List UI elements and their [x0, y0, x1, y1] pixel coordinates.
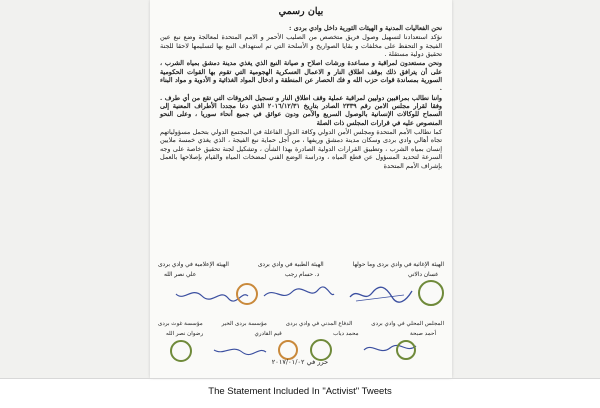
- signatory-org: الهيئة الإغاثية في وادي بردى وما حولها: [352, 262, 444, 268]
- signature-graphic: [260, 284, 338, 304]
- signatory-names-row-1: [158, 272, 444, 278]
- signatory-org: المجلس المحلي في وادي بردى: [371, 321, 444, 327]
- signatory-org: الدفاع المدني في وادي بردى: [285, 321, 353, 327]
- stamp-seal: [278, 340, 298, 360]
- signatory-orgs-row-1: [158, 262, 444, 268]
- signatory-org: مؤسسة بردى الخير: [221, 321, 267, 327]
- document-body: [160, 24, 442, 171]
- signatory-orgs-row-2: [158, 321, 444, 327]
- signatory-org: مؤسسة غوث بردى: [158, 321, 203, 327]
- signature-graphic: [210, 342, 270, 358]
- signatory-name: رضوان نصر الله: [166, 331, 204, 337]
- stamp-seal: [236, 283, 258, 305]
- stamp-seal: [170, 340, 192, 362]
- signatory-name: د. حسام رجب: [284, 272, 320, 278]
- caption-divider: [0, 378, 600, 379]
- document-date: حرر في ٢٠١٧/٠١/٠٢: [271, 358, 329, 366]
- document-title: بيان رسمي: [278, 6, 324, 17]
- stamp-seal: [418, 280, 444, 306]
- signatory-org: الهيئة الطبية في وادي بردى: [257, 262, 324, 268]
- body-paragraph: واننا نطالب بمراقبين دوليين لمراقبة عملية وقف اطلاق النار و تسجيل الخروقات التي تقع من أي طرف . وفقا لقرار مجلس الامن رقم ٢٣٣٩ الصادر بتاريخ ٢٠١٦/١٢/٣١ الذي دعا مجددا الأطراف المعنية إلى السماح للوكالات الإنسانية بالوصول السريع والآمن ودون عوائق في جميع أنحاء سوريا ، وعلى النحو المنصوص عليه في قرارات المجلس ذات الصلة: [160, 93, 442, 127]
- signatory-org: الهيئة الإعلامية في وادي بردى: [158, 262, 229, 268]
- signatory-names-row-2: [158, 331, 444, 337]
- stamp-seal: [396, 340, 416, 360]
- signatory-name: محمد دياب: [333, 331, 359, 337]
- body-paragraph: ونحن مستعدون لمراقبة و مساعدة ورشات اصلاح و صيانة النبع الذي يغذي مدينة دمشق بمياه الشرب ، على أن يترافق ذلك بوقف اطلاق النار و الاعمال العسكرية الهجومية التي تقوم بها القوات الحكومية السورية بمساندة قوات حزب الله و فك الحصار عن المنطقة و ادخال المواد الغذائية و الأدوية و مواد البناء .: [160, 59, 442, 93]
- signatory-name: علي نصر الله: [164, 272, 197, 278]
- image-caption: The Statement Included In "Activist" Tweets: [208, 386, 392, 397]
- signatory-name: قيم القادري: [254, 331, 282, 337]
- body-paragraph: نحن الفعاليات المدنية و الهيئات الثورية داخل وادي بردى :: [289, 24, 442, 32]
- signature-graphic: [346, 283, 416, 305]
- signatory-name: أحمد صبحة: [409, 331, 436, 337]
- signatory-name: غسان دالاتي: [407, 272, 438, 278]
- body-paragraph: كما نطالب الأمم المتحدة ومجلس الأمن الدولي وكافة الدول الفاعلة في المجتمع الدولي بتحمل مسؤولياتهم تجاه أهالي وادي بردى وسكان مدينة دمشق وريفها ، من أجل حماية نبع الفيجة ، الذي يغذي خمسة ملايين إنسان بمياه الشرب ، وتطبيق القرارات الدولية الصادرة بهذا الشأن ، وتشكيل لجنة تحقيق خاصة على وجه السرعة لتحديد المسؤول عن قطع المياه ، ودراسة الوضع الفني لمضخات المياه والقيام بإصلاحها بالعمل بإشراف الأمم المتحدة: [160, 128, 442, 170]
- body-paragraph: نؤكد استعدادنا لتسهيل وصول فريق متخصص من الصليب الأحمر و الامم المتحدة لمعالجة وضع نبع عين الفيجة و التحفظ على مخلفات و بقايا الصواريخ و الأسلحة التي تم استهداف النبع بها لتسليمها لاحقا للجنة تحقيق دولية مستقلة .: [160, 33, 442, 59]
- statement-document: [150, 0, 452, 378]
